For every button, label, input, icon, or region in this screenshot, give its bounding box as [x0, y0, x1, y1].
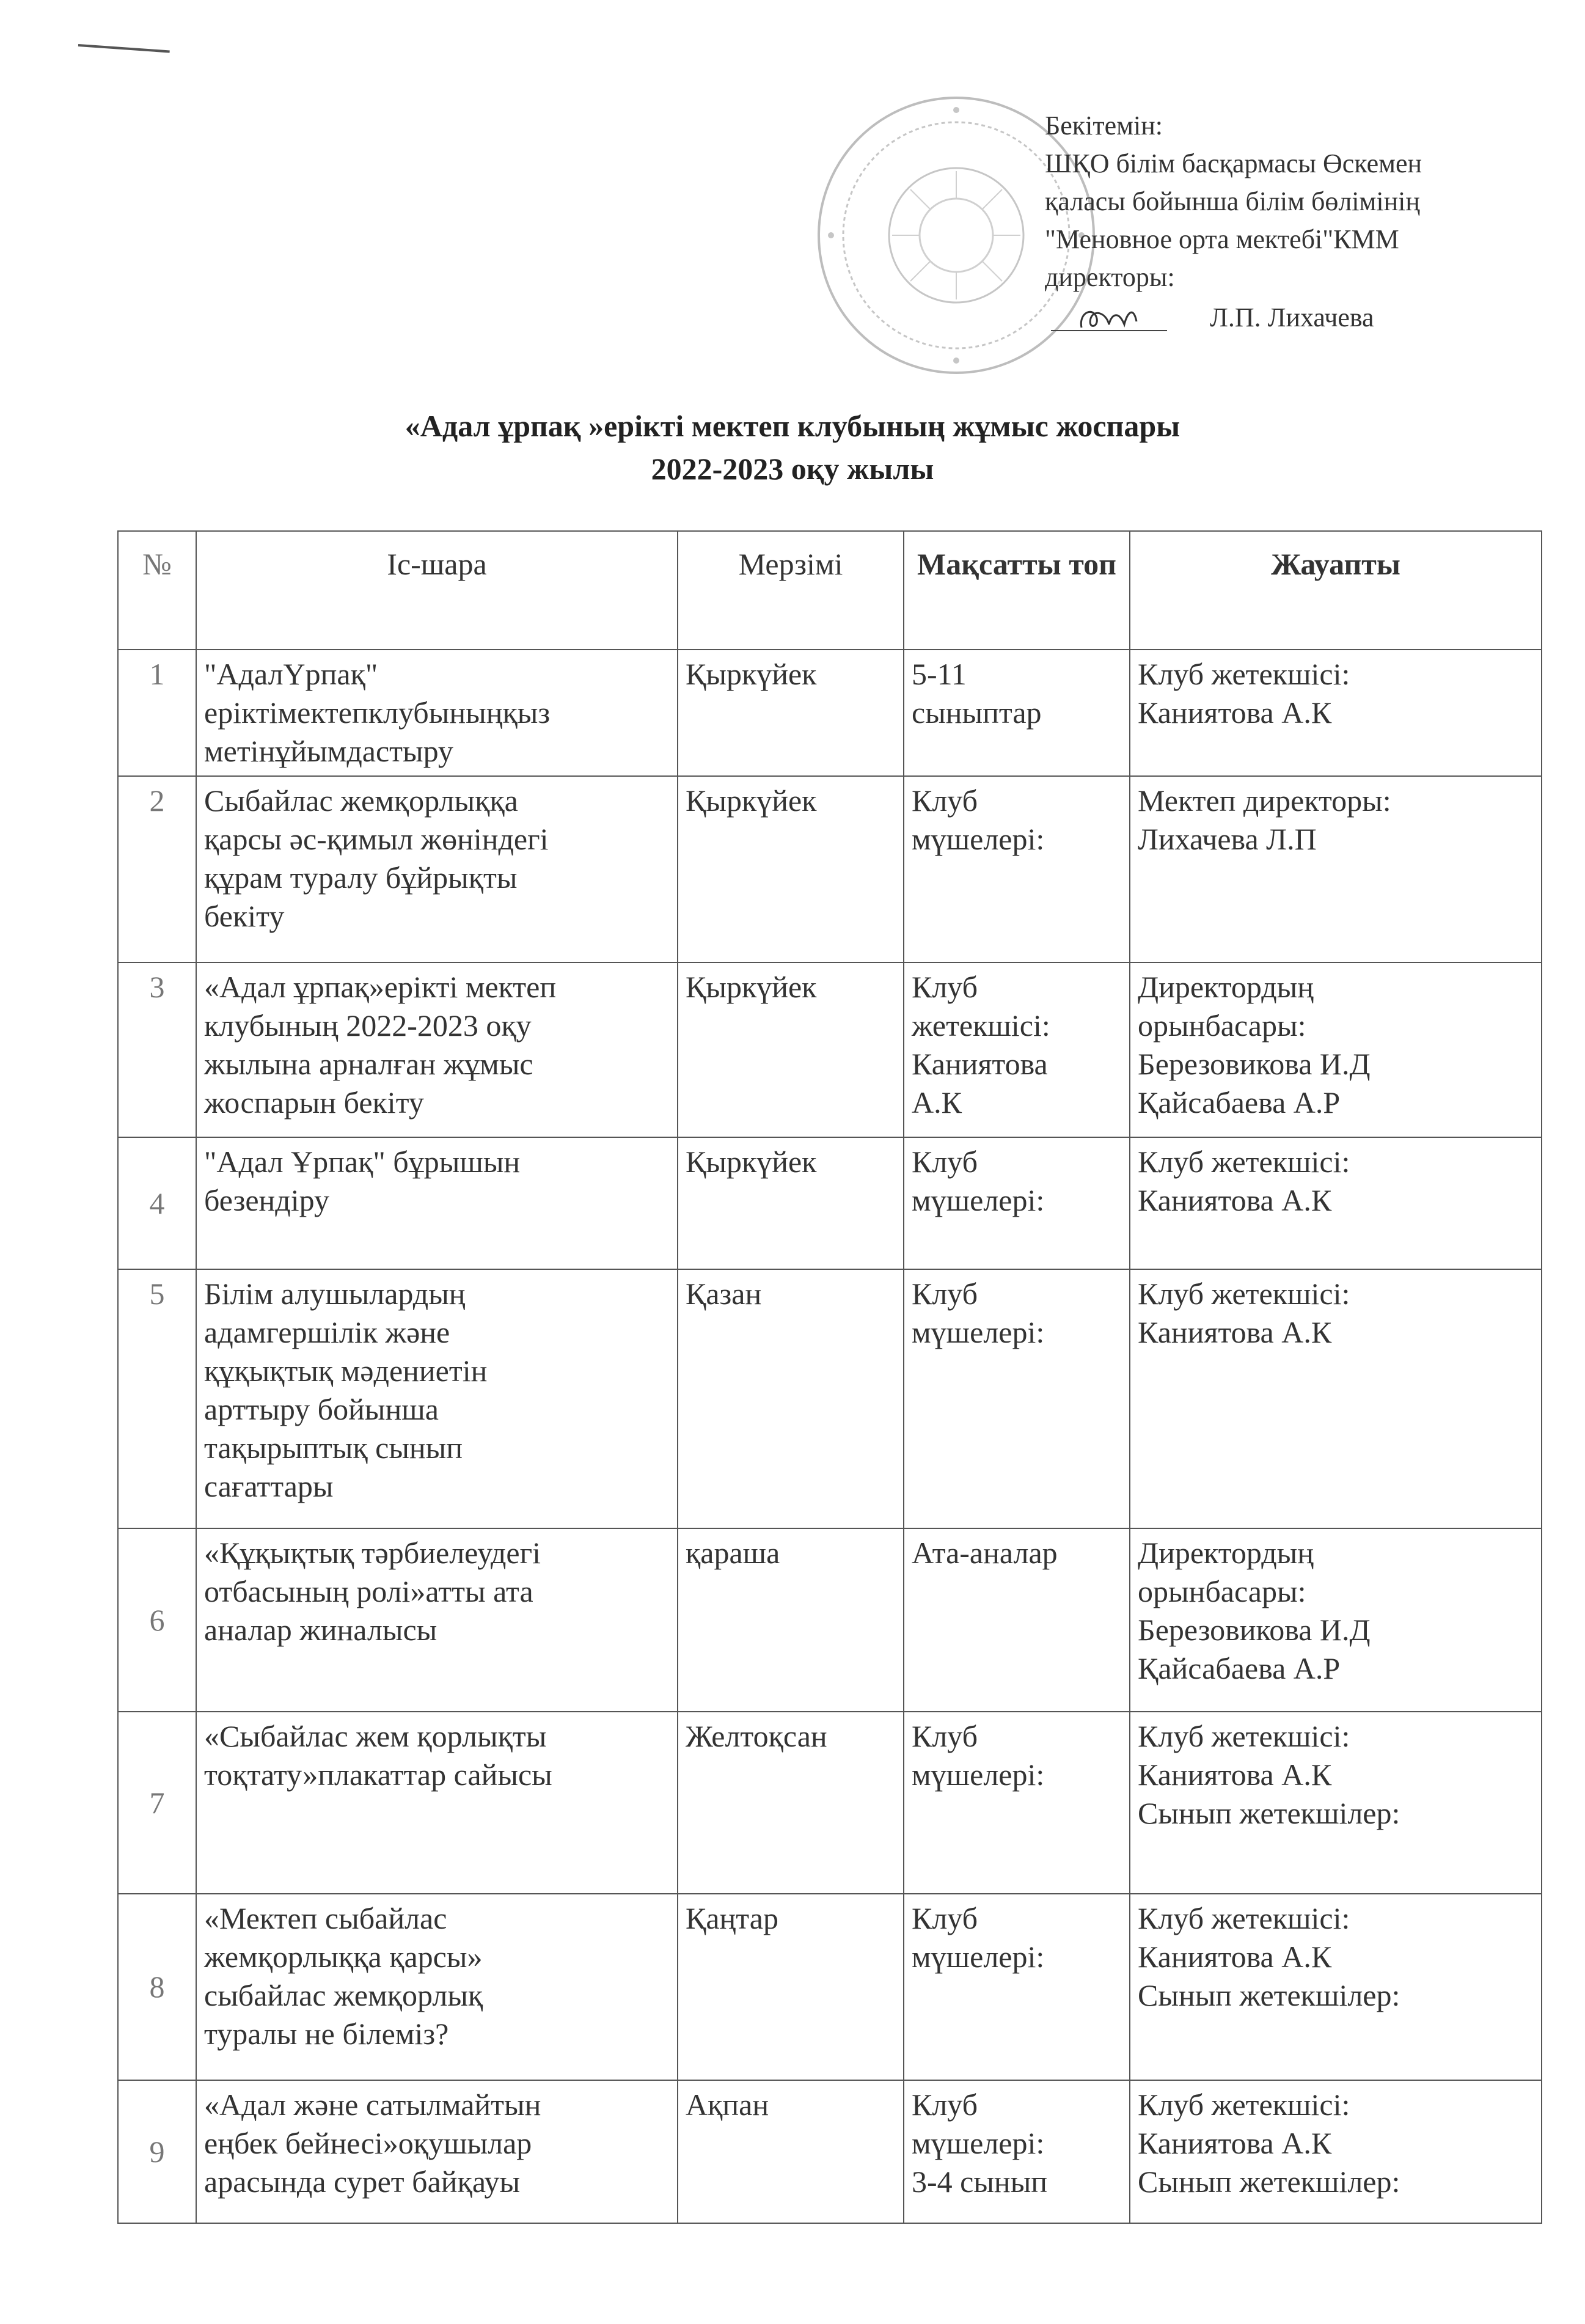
date-cell: Қыркүйек — [678, 776, 904, 962]
event-line: тақырыптық сынып — [204, 1431, 463, 1465]
row-number: 5 — [118, 1269, 196, 1528]
approval-line: "Меновное орта мектебі"КММ — [1045, 224, 1399, 254]
responsible-line: Клуб жетекшісі: — [1138, 2088, 1350, 2122]
target-cell — [904, 1894, 1130, 2080]
event-line: безендіру — [204, 1183, 329, 1217]
table-row — [118, 1528, 1542, 1712]
header-date: Мерзімі — [678, 531, 904, 650]
table-row — [118, 1894, 1542, 2080]
event-cell — [196, 2080, 678, 2223]
responsible-line: Сынып жетекшілер: — [1138, 2165, 1400, 2199]
date-cell: Желтоқсан — [678, 1712, 904, 1894]
event-cell — [196, 1137, 678, 1269]
event-cell — [196, 1269, 678, 1528]
header-number: № — [118, 531, 196, 650]
event-line: Сыбайлас жемқорлыққа — [204, 783, 518, 818]
event-line: адамгершілік және — [204, 1315, 450, 1349]
responsible-cell — [1130, 1269, 1542, 1528]
responsible-line: Каниятова А.К — [1138, 1940, 1332, 1974]
event-line: еріктімектепклубыныңқыз — [204, 695, 551, 730]
target-cell — [904, 962, 1130, 1137]
responsible-line: орынбасары: — [1138, 1574, 1306, 1608]
responsible-cell — [1130, 1712, 1542, 1894]
target-line: Клуб — [912, 970, 978, 1004]
target-line: мүшелері: — [912, 1183, 1045, 1217]
event-line: жемқорлыққа қарсы» — [204, 1940, 483, 1974]
responsible-line: Каниятова А.К — [1138, 1315, 1332, 1349]
target-line: А.К — [912, 1085, 962, 1120]
responsible-cell — [1130, 1137, 1542, 1269]
table-header-row — [118, 531, 1542, 650]
approval-line: Бекітемін: — [1045, 111, 1163, 141]
approval-line: ШҚО білім басқармасы Өскемен — [1045, 148, 1422, 178]
responsible-line: Директордың — [1138, 970, 1314, 1004]
event-cell — [196, 1894, 678, 2080]
target-line: Ата-аналар — [912, 1536, 1058, 1570]
target-line: сыныптар — [912, 695, 1042, 730]
responsible-line: Клуб жетекшісі: — [1138, 657, 1350, 691]
date-cell: Қыркүйек — [678, 962, 904, 1137]
date-cell: Қыркүйек — [678, 1137, 904, 1269]
target-line: мүшелері: — [912, 1758, 1045, 1792]
event-cell — [196, 1528, 678, 1712]
event-line: «Сыбайлас жем қорлықты — [204, 1719, 547, 1753]
header-target-group: Мақсатты топ — [904, 531, 1130, 650]
event-line: метінұйымдастыру — [204, 734, 453, 768]
responsible-cell — [1130, 1528, 1542, 1712]
responsible-line: Клуб жетекшісі: — [1138, 1145, 1350, 1179]
responsible-line: Клуб жетекшісі: — [1138, 1719, 1350, 1753]
event-line: еңбек бейнесі»оқушылар — [204, 2126, 532, 2160]
table-row — [118, 1712, 1542, 1894]
row-number: 6 — [118, 1528, 196, 1712]
target-cell — [904, 2080, 1130, 2223]
responsible-line: орынбасары: — [1138, 1008, 1306, 1043]
handwritten-signature — [1045, 300, 1185, 337]
row-number: 3 — [118, 962, 196, 1137]
event-line: жылына арналған жұмыс — [204, 1047, 533, 1081]
target-line: Клуб — [912, 1145, 978, 1179]
date-cell: Ақпан — [678, 2080, 904, 2223]
responsible-cell — [1130, 2080, 1542, 2223]
event-cell — [196, 962, 678, 1137]
event-line: сыбайлас жемқорлық — [204, 1978, 483, 2012]
target-line: Клуб — [912, 1719, 978, 1753]
approval-line: директоры: — [1045, 262, 1175, 292]
table-row — [118, 1269, 1542, 1528]
header-event: Іс-шара — [196, 531, 678, 650]
responsible-line: Директордың — [1138, 1536, 1314, 1570]
event-line: аналар жиналысы — [204, 1613, 437, 1647]
target-cell — [904, 776, 1130, 962]
responsible-line: Қайсабаева А.Р — [1138, 1651, 1341, 1685]
event-cell — [196, 1712, 678, 1894]
date-cell: қараша — [678, 1528, 904, 1712]
target-cell — [904, 1528, 1130, 1712]
row-number: 8 — [118, 1894, 196, 2080]
event-line: "АдалҮрпақ" — [204, 657, 378, 691]
table-row — [118, 776, 1542, 962]
target-line: мүшелері: — [912, 2126, 1045, 2160]
table-row — [118, 650, 1542, 776]
responsible-line: Сынып жетекшілер: — [1138, 1978, 1400, 2012]
target-cell — [904, 1269, 1130, 1528]
event-line: құқықтық мәдениетін — [204, 1354, 488, 1388]
date-cell: Қыркүйек — [678, 650, 904, 776]
responsible-cell — [1130, 962, 1542, 1137]
responsible-line: Қайсабаева А.Р — [1138, 1085, 1341, 1120]
target-cell — [904, 1712, 1130, 1894]
target-line: жетекшісі: — [912, 1008, 1050, 1043]
target-line: Клуб — [912, 1901, 978, 1935]
row-number: 9 — [118, 2080, 196, 2223]
table-row — [118, 962, 1542, 1137]
responsible-line: Лихачева Л.П — [1138, 822, 1317, 856]
responsible-line: Каниятова А.К — [1138, 1183, 1332, 1217]
row-number: 4 — [118, 1137, 196, 1269]
event-line: бекіту — [204, 899, 285, 933]
approval-block — [1045, 107, 1546, 337]
approval-line: қаласы бойынша білім бөлімінің — [1045, 186, 1420, 216]
event-line: туралы не білеміз? — [204, 2017, 449, 2051]
event-line: Білім алушылардың — [204, 1277, 466, 1311]
responsible-line: Мектеп директоры: — [1138, 783, 1391, 818]
target-cell — [904, 650, 1130, 776]
scan-mark — [78, 44, 170, 53]
target-line: 5-11 — [912, 657, 967, 691]
responsible-cell — [1130, 776, 1542, 962]
event-cell — [196, 650, 678, 776]
responsible-line: Сынып жетекшілер: — [1138, 1796, 1400, 1830]
responsible-line: Каниятова А.К — [1138, 2126, 1332, 2160]
responsible-line: Березовикова И.Д — [1138, 1613, 1371, 1647]
event-line: жоспарын бекіту — [204, 1085, 424, 1120]
event-line: тоқтату»плакаттар сайысы — [204, 1758, 552, 1792]
row-number: 7 — [118, 1712, 196, 1894]
row-number: 1 — [118, 650, 196, 776]
event-line: "Адал Ұрпақ" бұрышын — [204, 1145, 521, 1179]
event-line: «Адал және сатылмайтын — [204, 2088, 541, 2122]
target-cell — [904, 1137, 1130, 1269]
responsible-line: Каниятова А.К — [1138, 695, 1332, 730]
target-line: Клуб — [912, 1277, 978, 1311]
academic-year: 2022-2023 оқу жылы — [651, 452, 934, 486]
target-line: Клуб — [912, 783, 978, 818]
responsible-line: Клуб жетекшісі: — [1138, 1901, 1350, 1935]
date-cell: Қаңтар — [678, 1894, 904, 2080]
event-line: «Адал ұрпақ»ерікті мектеп — [204, 970, 557, 1004]
responsible-line: Березовикова И.Д — [1138, 1047, 1371, 1081]
event-line: отбасының ролі»атты ата — [204, 1574, 533, 1608]
header-responsible: Жауапты — [1130, 531, 1542, 650]
table-row — [118, 2080, 1542, 2223]
event-line: құрам туралу бұйрықты — [204, 860, 518, 895]
target-line: 3-4 сынып — [912, 2165, 1048, 2199]
event-line: «Мектеп сыбайлас — [204, 1901, 447, 1935]
document-title: «Адал ұрпақ »ерікті мектеп клубының жұмыс жоспары — [404, 409, 1181, 443]
target-line: мүшелері: — [912, 1940, 1045, 1974]
target-line: мүшелері: — [912, 822, 1045, 856]
event-line: «Құқықтық тәрбиелеудегі — [204, 1536, 541, 1570]
event-line: сағаттары — [204, 1469, 334, 1503]
event-line: арттыру бойынша — [204, 1392, 439, 1426]
responsible-line: Каниятова А.К — [1138, 1758, 1332, 1792]
target-line: Каниятова — [912, 1047, 1048, 1081]
date-cell: Қазан — [678, 1269, 904, 1528]
responsible-cell — [1130, 1894, 1542, 2080]
work-plan-table — [117, 530, 1542, 2224]
table-row — [118, 1137, 1542, 1269]
responsible-line: Клуб жетекшісі: — [1138, 1277, 1350, 1311]
responsible-cell — [1130, 650, 1542, 776]
event-cell — [196, 776, 678, 962]
row-number: 2 — [118, 776, 196, 962]
event-line: қарсы әс-қимыл жөніндегі — [204, 822, 549, 856]
signature-row — [1045, 299, 1546, 337]
target-line: Клуб — [912, 2088, 978, 2122]
target-line: мүшелері: — [912, 1315, 1045, 1349]
event-line: клубының 2022-2023 оқу — [204, 1008, 532, 1043]
event-line: арасында сурет байқауы — [204, 2165, 521, 2199]
director-name: Л.П. Лихачева — [1210, 302, 1374, 332]
